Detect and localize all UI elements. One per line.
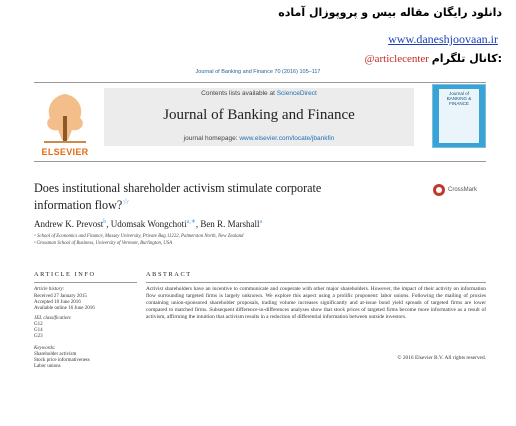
keyword: Labor unions: [34, 364, 61, 369]
keyword: Shareholder activism: [34, 352, 77, 357]
elsevier-tree-logo: [34, 86, 96, 148]
affiliation-a: ᵃ School of Economics and Finance, Massey University, Private Bag 11222, Palmerston North, New Zealand: [34, 234, 244, 239]
title-footnote-star[interactable]: ☆: [122, 197, 130, 206]
author-affil-mark[interactable]: b: [103, 219, 107, 225]
affiliation-b: ᵇ Grossman School of Business, University of Vermont, Burlington, USA: [34, 241, 173, 246]
history-accepted: Accepted 10 June 2016: [34, 300, 81, 305]
crossmark-label: CrossMark: [448, 187, 478, 193]
header-top-divider: [34, 82, 486, 83]
watermark-url-link[interactable]: www.daneshjoovaan.ir: [388, 32, 498, 46]
jel-code: G23: [34, 334, 43, 339]
journal-cover-thumbnail: [432, 84, 486, 148]
journal-homepage-line: [104, 135, 414, 142]
author-name[interactable]: Udomsak Wongchoti: [110, 219, 187, 229]
author-name[interactable]: Andrew K. Prevost: [34, 219, 104, 229]
abstract-heading: ABSTRACT: [146, 271, 192, 278]
telegram-handle-link[interactable]: @articlecenter: [364, 53, 429, 65]
contents-prefix: Contents lists available at: [201, 90, 275, 97]
watermark-title: دانلود رایگان مقاله بیس و پروپوزال آماده: [278, 6, 502, 19]
homepage-prefix: journal homepage:: [183, 135, 238, 142]
cover-title: Journal of BANKING & FINANCE: [446, 91, 472, 106]
history-label: Article history:: [34, 287, 65, 292]
journal-reference: Journal of Banking and Finance 70 (2016) 105–117: [195, 69, 321, 75]
watermark-telegram: [365, 52, 503, 65]
telegram-label: کانال تلگرام:: [431, 52, 502, 65]
elsevier-wordmark: ELSEVIER: [41, 147, 89, 157]
sciencedirect-link[interactable]: ScienceDirect: [276, 90, 317, 97]
keyword: Stock price informativeness: [34, 358, 90, 363]
author-list: Andrew K. Prevost$^b$, Udomsak Wongchoti$^{a,∗}$, Ben R. Marshall$^a$: [34, 219, 263, 229]
article-info-divider: [34, 282, 137, 283]
header-bottom-divider: [34, 161, 486, 162]
abstract-divider: [146, 282, 486, 283]
abstract-text: Activist shareholders have an incentive to communicate and cooperate with other major shareholders. However, the impact of their activity on information flow surrounding targeted firms is largely unknown. We explore this aspect using a prolific proponent: labor unions. Following the mailing of proxies containing union-sponsored shareholder proposals, trading volume increases significantly and at-issue bond yield spreads of targeted firms are lower compared to matched firms. Subsequent difference-in-differences analyses show that stock prices of targeted firms become more informative as a result of activism, affirming the intuition that activism results in a reduction of differential information between outside investors.: [146, 286, 486, 321]
journal-title: Journal of Banking and Finance: [163, 107, 355, 123]
contents-lists-line: [104, 90, 414, 97]
crossmark-icon: [433, 184, 445, 196]
copyright-notice: © 2016 Elsevier B.V. All rights reserved.: [397, 355, 486, 361]
jel-code: G14: [34, 328, 43, 333]
article-title: [34, 181, 414, 212]
article-title-line1: Does institutional shareholder activism stimulate corporate: [34, 181, 322, 195]
keywords-label: Keywords:: [34, 346, 56, 351]
jel-code: G12: [34, 322, 43, 327]
author-affil-mark[interactable]: a,∗: [186, 219, 196, 225]
author-name[interactable]: Ben R. Marshall: [200, 219, 260, 229]
article-info-heading: ARTICLE INFO: [34, 271, 96, 278]
author-affil-mark[interactable]: a: [259, 219, 263, 225]
article-title-line2: information flow?: [34, 198, 123, 213]
history-online: Available online 16 June 2016: [34, 306, 95, 311]
journal-homepage-link[interactable]: www.elsevier.com/locate/jbankfin: [239, 135, 335, 142]
history-received: Received 27 January 2015: [34, 294, 87, 299]
jel-label: JEL classification:: [34, 316, 72, 321]
crossmark-badge[interactable]: [433, 184, 477, 196]
